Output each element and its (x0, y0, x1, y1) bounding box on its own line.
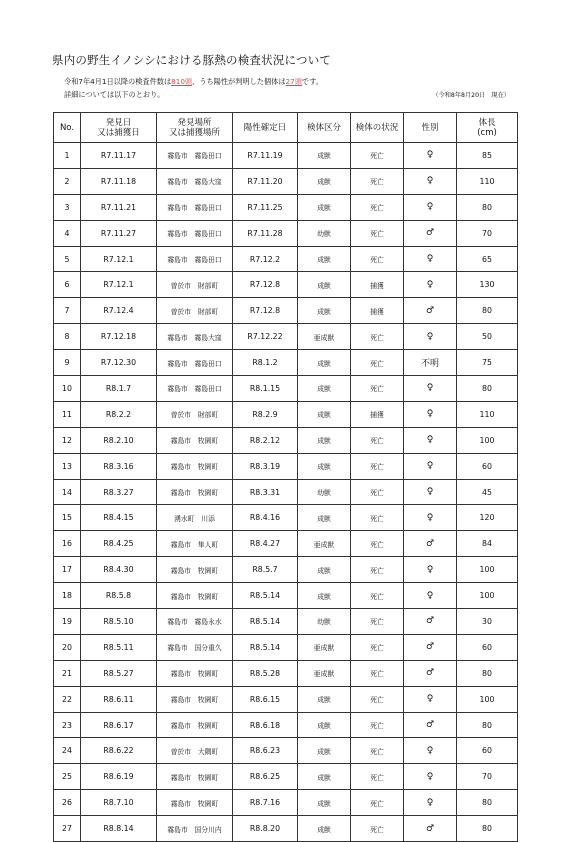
cell-no: 16 (54, 531, 81, 557)
cell-length: 80 (457, 376, 518, 402)
table-row (54, 298, 518, 324)
cell-place: 霧島市 牧園町 (157, 583, 233, 609)
cell-kind: 成獣 (298, 246, 351, 272)
header-kind: 検体区分 (298, 113, 351, 143)
cell-status: 死亡 (351, 660, 404, 686)
cell-status: 死亡 (351, 790, 404, 816)
cell-sex: ♀ (404, 324, 457, 350)
cell-confirmed: R8.5.7 (233, 557, 298, 583)
cell-date: R8.5.11 (81, 634, 157, 660)
cell-length: 84 (457, 531, 518, 557)
cell-kind: 亜成獣 (298, 531, 351, 557)
cell-kind: 成獣 (298, 790, 351, 816)
cell-kind: 幼獣 (298, 609, 351, 635)
cell-confirmed: R8.5.28 (233, 660, 298, 686)
cell-date: R8.7.10 (81, 790, 157, 816)
cell-date: R8.3.27 (81, 479, 157, 505)
cell-sex: ♂ (404, 220, 457, 246)
cell-length: 120 (457, 505, 518, 531)
table-row (54, 634, 518, 660)
table-row (54, 583, 518, 609)
header-sex: 性別 (404, 113, 457, 143)
cell-status: 死亡 (351, 168, 404, 194)
table-row (54, 324, 518, 350)
cell-date: R8.5.27 (81, 660, 157, 686)
cell-date: R8.5.10 (81, 609, 157, 635)
cell-length: 50 (457, 324, 518, 350)
cell-no: 10 (54, 376, 81, 402)
cell-length: 100 (457, 427, 518, 453)
cell-status: 死亡 (351, 738, 404, 764)
cell-no: 22 (54, 686, 81, 712)
cell-length: 80 (457, 660, 518, 686)
table-row (54, 686, 518, 712)
header-confirmed: 陽性確定日 (233, 113, 298, 143)
cell-no: 13 (54, 453, 81, 479)
cell-sex: ♀ (404, 453, 457, 479)
table-row (54, 453, 518, 479)
cell-status: 捕獲 (351, 298, 404, 324)
header-place (157, 113, 233, 143)
cell-status: 死亡 (351, 505, 404, 531)
table-row (54, 168, 518, 194)
cell-kind: 成獣 (298, 738, 351, 764)
cell-confirmed: R8.2.12 (233, 427, 298, 453)
cell-confirmed: R8.5.14 (233, 609, 298, 635)
cell-date: R7.12.30 (81, 350, 157, 376)
cell-confirmed: R7.11.25 (233, 194, 298, 220)
cell-length: 130 (457, 272, 518, 298)
cell-sex: ♀ (404, 583, 457, 609)
table-row (54, 557, 518, 583)
cell-place: 霧島市 牧園町 (157, 764, 233, 790)
cell-length: 30 (457, 609, 518, 635)
cell-status: 死亡 (351, 143, 404, 169)
cell-no: 8 (54, 324, 81, 350)
table-header-row (54, 113, 518, 143)
cell-date: R8.6.22 (81, 738, 157, 764)
cell-date: R8.5.8 (81, 583, 157, 609)
table-row (54, 194, 518, 220)
cell-place: 霧島市 牧園町 (157, 686, 233, 712)
cell-length: 85 (457, 143, 518, 169)
table-row (54, 764, 518, 790)
table-row (54, 738, 518, 764)
cell-no: 7 (54, 298, 81, 324)
cell-place: 霧島市 霧島永水 (157, 609, 233, 635)
table-row (54, 401, 518, 427)
cell-place: 霧島市 霧島大窪 (157, 324, 233, 350)
table-row (54, 143, 518, 169)
cell-date: R8.6.19 (81, 764, 157, 790)
cell-confirmed: R8.1.15 (233, 376, 298, 402)
cell-no: 27 (54, 816, 81, 842)
cell-no: 9 (54, 350, 81, 376)
cell-kind: 成獣 (298, 712, 351, 738)
cell-confirmed: R8.3.19 (233, 453, 298, 479)
cell-date: R8.3.16 (81, 453, 157, 479)
cell-sex: ♂ (404, 531, 457, 557)
cell-kind: 成獣 (298, 557, 351, 583)
cell-no: 3 (54, 194, 81, 220)
cell-place: 曽於市 財部町 (157, 298, 233, 324)
cell-status: 死亡 (351, 583, 404, 609)
cell-status: 死亡 (351, 246, 404, 272)
cell-length: 70 (457, 764, 518, 790)
cell-place: 曽於市 財部町 (157, 401, 233, 427)
table-row (54, 350, 518, 376)
cell-place: 霧島市 牧園町 (157, 712, 233, 738)
cell-sex: ♀ (404, 168, 457, 194)
cell-date: R7.12.1 (81, 246, 157, 272)
cell-length: 100 (457, 686, 518, 712)
cell-status: 死亡 (351, 194, 404, 220)
cell-confirmed: R8.4.27 (233, 531, 298, 557)
cell-sex: ♀ (404, 505, 457, 531)
cell-sex: ♂ (404, 609, 457, 635)
cell-confirmed: R8.6.15 (233, 686, 298, 712)
table-row (54, 531, 518, 557)
cell-status: 死亡 (351, 531, 404, 557)
cell-date: R7.12.18 (81, 324, 157, 350)
cell-kind: 成獣 (298, 401, 351, 427)
cell-confirmed: R8.5.14 (233, 634, 298, 660)
cell-no: 17 (54, 557, 81, 583)
cell-sex: ♂ (404, 298, 457, 324)
table-row (54, 220, 518, 246)
cell-length: 65 (457, 246, 518, 272)
table-row (54, 479, 518, 505)
cell-place: 曽於市 大隅町 (157, 738, 233, 764)
cell-no: 23 (54, 712, 81, 738)
cell-date: R8.6.11 (81, 686, 157, 712)
cell-place: 霧島市 牧園町 (157, 557, 233, 583)
cell-confirmed: R7.11.20 (233, 168, 298, 194)
cell-status: 死亡 (351, 427, 404, 453)
cell-sex: ♀ (404, 686, 457, 712)
cell-status: 捕獲 (351, 401, 404, 427)
cell-sex: ♀ (404, 479, 457, 505)
table-row (54, 376, 518, 402)
cell-no: 5 (54, 246, 81, 272)
summary-mid: 、うち陽性が判明した個体は (192, 77, 286, 86)
cell-status: 死亡 (351, 453, 404, 479)
cell-date: R7.11.18 (81, 168, 157, 194)
cell-kind: 成獣 (298, 272, 351, 298)
table-row (54, 246, 518, 272)
cell-no: 21 (54, 660, 81, 686)
cell-date: R7.11.21 (81, 194, 157, 220)
cell-length: 60 (457, 453, 518, 479)
cell-kind: 成獣 (298, 143, 351, 169)
cell-length: 60 (457, 634, 518, 660)
cell-place: 霧島市 霧島田口 (157, 143, 233, 169)
cell-date: R7.11.17 (81, 143, 157, 169)
cell-place: 霧島市 霧島大窪 (157, 168, 233, 194)
cell-no: 14 (54, 479, 81, 505)
cell-length: 80 (457, 194, 518, 220)
cell-no: 24 (54, 738, 81, 764)
cell-sex: ♀ (404, 376, 457, 402)
cell-no: 15 (54, 505, 81, 531)
cell-status: 死亡 (351, 634, 404, 660)
header-no: No. (54, 113, 81, 143)
cell-kind: 成獣 (298, 816, 351, 842)
cell-date: R8.8.14 (81, 816, 157, 842)
cell-place: 霧島市 牧園町 (157, 427, 233, 453)
cell-date: R8.2.10 (81, 427, 157, 453)
cell-confirmed: R8.5.14 (233, 583, 298, 609)
cell-length: 60 (457, 738, 518, 764)
cell-confirmed: R8.3.31 (233, 479, 298, 505)
cell-kind: 成獣 (298, 376, 351, 402)
cell-length: 80 (457, 712, 518, 738)
cell-kind: 成獣 (298, 583, 351, 609)
cell-kind: 幼獣 (298, 479, 351, 505)
summary-post: です。 (301, 77, 323, 86)
cell-place: 霧島市 牧園町 (157, 479, 233, 505)
table-row (54, 272, 518, 298)
table-row (54, 712, 518, 738)
header-length-line2: (cm) (477, 127, 497, 138)
cell-length: 100 (457, 557, 518, 583)
cell-kind: 亜成獣 (298, 324, 351, 350)
cell-confirmed: R7.12.8 (233, 298, 298, 324)
header-status: 検体の状況 (351, 113, 404, 143)
cell-place: 霧島市 牧園町 (157, 660, 233, 686)
as-of-date: （令和8年8月20日 現在） (432, 92, 510, 99)
cell-place: 霧島市 国分重久 (157, 634, 233, 660)
cell-status: 死亡 (351, 712, 404, 738)
cell-status: 死亡 (351, 557, 404, 583)
header-date-line1: 発見日 (105, 117, 132, 128)
cell-confirmed: R7.11.28 (233, 220, 298, 246)
cell-sex: ♂ (404, 816, 457, 842)
page-title: 県内の野生イノシシにおける豚熱の検査状況について (52, 53, 332, 67)
header-date (81, 113, 157, 143)
cell-confirmed: R8.4.16 (233, 505, 298, 531)
cell-date: R8.4.30 (81, 557, 157, 583)
cell-sex: ♂ (404, 712, 457, 738)
cell-place: 霧島市 霧島田口 (157, 376, 233, 402)
header-place-line2: 又は捕獲場所 (168, 127, 220, 138)
cell-sex: ♀ (404, 246, 457, 272)
cell-confirmed: R7.12.2 (233, 246, 298, 272)
cell-sex: ♀ (404, 427, 457, 453)
cell-date: R8.4.15 (81, 505, 157, 531)
cell-sex: ♀ (404, 194, 457, 220)
cell-sex: ♀ (404, 738, 457, 764)
cell-place: 霧島市 霧島田口 (157, 194, 233, 220)
cell-place: 霧島市 霧島田口 (157, 220, 233, 246)
cell-confirmed: R8.6.18 (233, 712, 298, 738)
inspection-count: 810頭 (171, 77, 193, 86)
header-place-line1: 発見場所 (177, 117, 212, 128)
cell-no: 1 (54, 143, 81, 169)
cell-no: 11 (54, 401, 81, 427)
cell-status: 死亡 (351, 686, 404, 712)
header-date-line2: 又は捕獲日 (97, 127, 140, 138)
cell-confirmed: R8.2.9 (233, 401, 298, 427)
cell-confirmed: R8.7.16 (233, 790, 298, 816)
positive-cases-table (53, 112, 518, 842)
cell-status: 死亡 (351, 816, 404, 842)
cell-length: 110 (457, 401, 518, 427)
cell-place: 霧島市 霧島田口 (157, 350, 233, 376)
cell-date: R7.11.27 (81, 220, 157, 246)
cell-kind: 成獣 (298, 427, 351, 453)
cell-no: 4 (54, 220, 81, 246)
cell-confirmed: R8.6.23 (233, 738, 298, 764)
cell-confirmed: R7.11.19 (233, 143, 298, 169)
cell-kind: 亜成獣 (298, 660, 351, 686)
table-row (54, 427, 518, 453)
cell-length: 110 (457, 168, 518, 194)
summary-text (64, 77, 323, 87)
cell-kind: 幼獣 (298, 220, 351, 246)
cell-status: 捕獲 (351, 272, 404, 298)
cell-status: 死亡 (351, 350, 404, 376)
cell-length: 80 (457, 298, 518, 324)
cell-sex: ♀ (404, 143, 457, 169)
header-length-line1: 体長 (478, 117, 496, 128)
cell-sex: ♀ (404, 557, 457, 583)
cell-no: 2 (54, 168, 81, 194)
cell-sex: ♀ (404, 764, 457, 790)
cell-confirmed: R7.12.8 (233, 272, 298, 298)
cell-length: 80 (457, 816, 518, 842)
cell-date: R8.2.2 (81, 401, 157, 427)
cell-no: 6 (54, 272, 81, 298)
cell-status: 死亡 (351, 324, 404, 350)
cell-date: R8.4.25 (81, 531, 157, 557)
cell-status: 死亡 (351, 220, 404, 246)
cell-confirmed: R8.1.2 (233, 350, 298, 376)
cell-length: 75 (457, 350, 518, 376)
cell-date: R7.12.4 (81, 298, 157, 324)
cell-sex: ♀ (404, 790, 457, 816)
cell-kind: 亜成獣 (298, 634, 351, 660)
cell-no: 26 (54, 790, 81, 816)
cell-sex: ♂ (404, 634, 457, 660)
cell-no: 20 (54, 634, 81, 660)
cell-date: R8.1.7 (81, 376, 157, 402)
cell-status: 死亡 (351, 764, 404, 790)
cell-length: 70 (457, 220, 518, 246)
cell-confirmed: R7.12.22 (233, 324, 298, 350)
cell-length: 45 (457, 479, 518, 505)
header-length (457, 113, 518, 143)
cell-kind: 成獣 (298, 453, 351, 479)
cell-kind: 成獣 (298, 298, 351, 324)
cell-status: 死亡 (351, 609, 404, 635)
cell-place: 霧島市 牧園町 (157, 453, 233, 479)
table-row (54, 660, 518, 686)
cell-place: 曽於市 財部町 (157, 272, 233, 298)
table-row (54, 505, 518, 531)
cell-status: 死亡 (351, 479, 404, 505)
positive-count: 27頭 (285, 77, 302, 86)
cell-no: 18 (54, 583, 81, 609)
table-row (54, 816, 518, 842)
cell-length: 80 (457, 790, 518, 816)
cell-kind: 成獣 (298, 350, 351, 376)
cell-sex: ♀ (404, 401, 457, 427)
cell-sex: ♂ (404, 660, 457, 686)
cell-place: 霧島市 霧島田口 (157, 246, 233, 272)
cell-confirmed: R8.8.20 (233, 816, 298, 842)
cell-kind: 成獣 (298, 194, 351, 220)
cell-status: 死亡 (351, 376, 404, 402)
cell-date: R7.12.1 (81, 272, 157, 298)
cell-date: R8.6.17 (81, 712, 157, 738)
cell-no: 19 (54, 609, 81, 635)
cell-place: 霧島市 国分川内 (157, 816, 233, 842)
cell-no: 25 (54, 764, 81, 790)
table-row (54, 790, 518, 816)
summary-pre: 令和7年4月1日以降の検査件数は (64, 77, 172, 86)
cell-place: 湧水町 川添 (157, 505, 233, 531)
table-row (54, 609, 518, 635)
cell-kind: 成獣 (298, 505, 351, 531)
cell-confirmed: R8.6.25 (233, 764, 298, 790)
cell-place: 霧島市 隼人町 (157, 531, 233, 557)
cell-place: 霧島市 牧園町 (157, 790, 233, 816)
cell-kind: 成獣 (298, 686, 351, 712)
detail-note: 詳細については以下のとおり。 (64, 90, 165, 99)
cell-length: 100 (457, 583, 518, 609)
cell-kind: 成獣 (298, 764, 351, 790)
cell-sex: 不明 (404, 350, 457, 376)
cell-no: 12 (54, 427, 81, 453)
cell-sex: ♀ (404, 272, 457, 298)
cell-kind: 成獣 (298, 168, 351, 194)
